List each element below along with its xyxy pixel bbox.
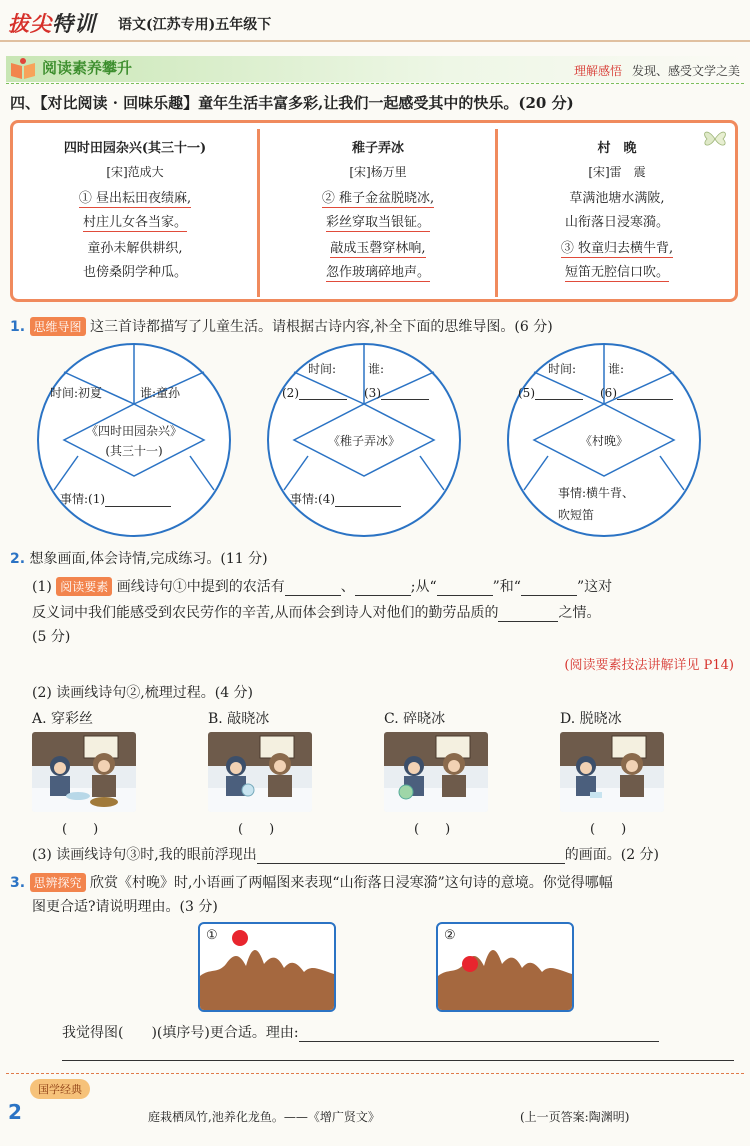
map-event: 事情:横牛背、 [558, 486, 635, 500]
map-center: 《稚子弄冰》 [327, 434, 400, 448]
q1-tag: 思维导图 [30, 317, 86, 336]
q2-part1-line2: 反义词中我们能感受到农民劳作的辛苦,从而体会到诗人对他们的勤劳品质的 之情。 [32, 605, 601, 621]
map-event: 事情:(4) [290, 490, 401, 507]
poem-divider [495, 129, 498, 297]
map-time: 时间:初夏 [50, 386, 103, 400]
subject-label: 语文(江苏专用)五年级下 [118, 17, 272, 33]
question-1: 1. 思维导图 这三首诗都描写了儿童生活。请根据古诗内容,补全下面的思维导图。(6 分) [10, 319, 553, 335]
map-time: 时间: [308, 362, 337, 376]
poem-line: 草满池塘水满陂, [569, 191, 665, 206]
mind-map-2 [264, 340, 464, 540]
technique-reference: (阅读要素技法讲解详见 P14) [564, 658, 734, 673]
option-d-label: D. 脱晓冰 [560, 711, 622, 727]
picture-2 [436, 922, 574, 1012]
sunset-mountain-scene [438, 924, 572, 1010]
map-who: 谁:童孙 [140, 386, 181, 400]
q2-tag: 阅读要素 [56, 577, 112, 596]
page-number: 2 [8, 1100, 22, 1124]
poem-author: [宋]范成大 [106, 165, 164, 179]
poem-line: 童孙未解供耕织, [87, 241, 183, 256]
poem-divider [257, 129, 260, 297]
option-d-answer[interactable]: ( ) [590, 822, 627, 837]
footer-tag: 国学经典 [30, 1079, 90, 1099]
poem-author: [宋]雷 震 [588, 165, 646, 179]
q2-part1-line1: (1) 阅读要素 画线诗句①中提到的农活有 、 ;从“ ”和“ ”这对 [32, 579, 613, 595]
poem-line: 山衔落日浸寒漪。 [564, 215, 669, 230]
header-divider [0, 40, 750, 42]
map-center: 《四时田园杂兴》 [85, 424, 182, 438]
book-icon [8, 56, 38, 82]
section-subtitle: 理解感悟 发现、感受文学之美 [573, 64, 740, 78]
poem-author: [宋]杨万里 [349, 165, 407, 179]
map-time-blank: (2) [282, 386, 347, 400]
poem-title: 四时田园杂兴(其三十一) [63, 141, 207, 156]
poem-title: 村 晚 [597, 141, 637, 156]
poem-line: 忽作玻璃碎地声。 [325, 265, 430, 280]
poem-line: 彩丝穿取当银钲。 [325, 215, 430, 230]
q3-answer-line: 我觉得图( )(填序号)更合适。理由: [62, 1022, 659, 1042]
option-a-label: A. 穿彩丝 [32, 711, 94, 727]
map-event-2: 吹短笛 [558, 508, 595, 522]
map-who-blank: (3) [364, 386, 429, 400]
picture-2-number: ② [444, 928, 456, 943]
map-who: 谁: [608, 362, 625, 376]
poem-line: 也傍桑阴学种瓜。 [82, 265, 187, 280]
picture-1-number: ① [206, 928, 218, 943]
footer-divider [6, 1073, 744, 1074]
option-b-label: B. 敲晓冰 [208, 711, 270, 727]
option-c-answer[interactable]: ( ) [414, 822, 451, 837]
map-who: 谁: [368, 362, 385, 376]
poem-line: ① 昼出耘田夜绩麻, [78, 191, 192, 206]
poem-title: 稚子弄冰 [351, 141, 404, 156]
q3-answer-line-2[interactable] [62, 1060, 734, 1061]
children-ice-illustration [32, 732, 136, 812]
children-ice-illustration [384, 732, 488, 812]
map-center: 《村晚》 [579, 434, 628, 448]
poem-line: 短笛无腔信口吹。 [564, 265, 669, 280]
section-title: 阅读素养攀升 [42, 59, 133, 77]
poem-comparison-box [10, 120, 738, 302]
q2-part3-blank[interactable] [257, 863, 565, 864]
question-2: 2. 想象画面,体会诗情,完成练习。(11 分) [10, 551, 268, 567]
brand-logo: 拔尖特训 [8, 12, 96, 36]
option-a-answer[interactable]: ( ) [62, 822, 99, 837]
section-divider [6, 83, 744, 85]
option-b-answer[interactable]: ( ) [238, 822, 275, 837]
q3-tag: 思辨探究 [30, 873, 86, 892]
poem-2 [261, 123, 495, 299]
q3-reason-blank[interactable] [299, 1041, 659, 1042]
previous-page-answer: (上一页答案:陶渊明) [520, 1110, 630, 1124]
map-who-blank: (6) [600, 386, 673, 400]
q2-part1-score: (5 分) [32, 629, 71, 645]
question-3: 3. 思辨探究 欣赏《村晚》时,小语画了两幅图来表现“山衔落日浸寒漪”这句诗的意境。你觉得哪幅 [10, 875, 613, 891]
footer-quote: 庭栽栖凤竹,池养化龙鱼。——《增广贤文》 [148, 1110, 380, 1124]
question-4-title: 四、【对比阅读 · 回味乐趣】童年生活丰富多彩,让我们一起感受其中的快乐。(20 分) [10, 94, 574, 112]
children-ice-illustration [208, 732, 312, 812]
map-time-blank: (5) [518, 386, 583, 400]
poem-3 [499, 123, 735, 299]
poem-line: 村庄儿女各当家。 [82, 215, 187, 230]
q2-part3: (3) 读画线诗句③时,我的眼前浮现出 的画面。(2 分) [32, 847, 660, 863]
mind-map-3 [504, 340, 704, 540]
poem-line: ② 稚子金盆脱晓冰, [321, 191, 435, 206]
map-event: 事情:(1) [60, 490, 171, 507]
picture-1 [198, 922, 336, 1012]
sunset-mountain-scene [200, 924, 334, 1010]
map-time: 时间: [548, 362, 577, 376]
option-c-label: C. 碎晓冰 [384, 711, 446, 727]
children-ice-illustration [560, 732, 664, 812]
q2-part2: (2) 读画线诗句②,梳理过程。(4 分) [32, 685, 254, 701]
map-center-sub: (其三十一) [105, 444, 163, 458]
mind-map-1 [34, 340, 234, 540]
butterfly-icon [701, 127, 729, 151]
question-3-line2: 图更合适?请说明理由。(3 分) [32, 899, 218, 915]
poem-line: ③ 牧童归去横牛背, [560, 241, 674, 256]
poem-line: 敲成玉磬穿林响, [330, 241, 426, 256]
poem-1 [13, 123, 257, 299]
